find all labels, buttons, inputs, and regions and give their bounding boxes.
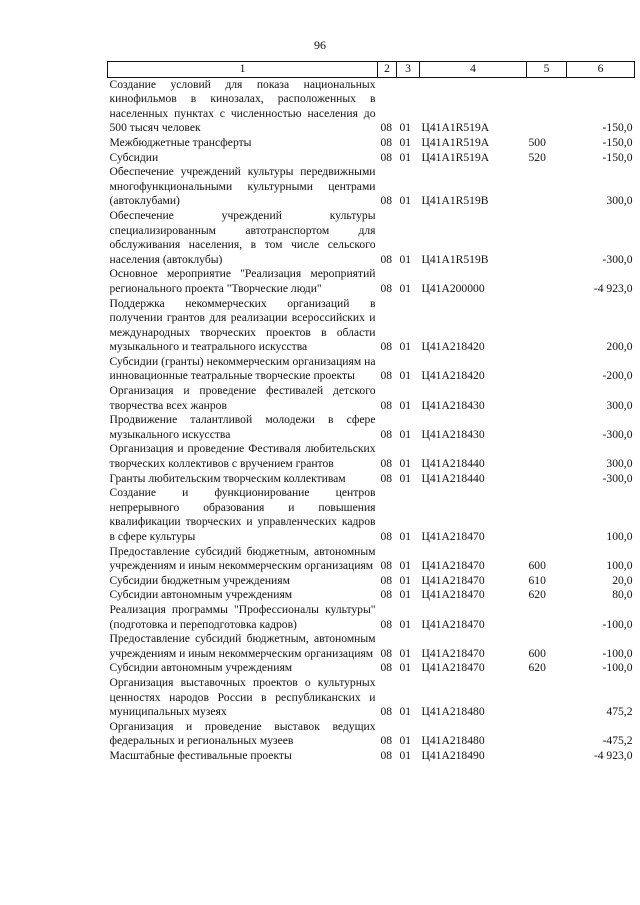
table-cell: 610 bbox=[528, 573, 546, 587]
table-cell: 520 bbox=[528, 150, 546, 164]
table-cell: Субсидии автономным учреждениям bbox=[109, 661, 293, 675]
table-cell: -475,2 bbox=[602, 734, 633, 748]
table-cell bbox=[527, 267, 567, 296]
table-cell: 01 bbox=[399, 340, 412, 354]
table-cell: Организация выставочных проектов о культурных ценностях народов России в республиканских и муниципальных музеях bbox=[109, 675, 376, 719]
table-cell: Ц41А218470 bbox=[421, 617, 485, 631]
table-cell: 01 bbox=[399, 559, 412, 573]
table-row bbox=[108, 545, 635, 574]
table-row bbox=[108, 588, 635, 603]
table-cell: Ц41А200000 bbox=[421, 281, 485, 295]
table-cell bbox=[527, 486, 567, 544]
table-cell: 08 bbox=[380, 530, 393, 543]
table-cell: -150,0 bbox=[602, 150, 633, 164]
table-cell: 475,2 bbox=[606, 705, 633, 719]
table-cell: 01 bbox=[399, 588, 412, 602]
table-cell: -150,0 bbox=[602, 135, 633, 149]
table-cell: 300,0 bbox=[606, 194, 633, 208]
table-cell: Гранты любительским творческим коллективам bbox=[109, 471, 346, 485]
table-cell: 300,0 bbox=[606, 457, 633, 471]
table-cell: Реализация программы "Профессионалы культуры" (подготовка и переподготовка кадров) bbox=[109, 602, 376, 631]
table-cell bbox=[527, 472, 567, 487]
table-cell: 01 bbox=[399, 281, 412, 295]
table-cell: Ц41А218430 bbox=[421, 398, 485, 412]
table-cell bbox=[527, 603, 567, 632]
table-row bbox=[108, 267, 635, 296]
table-row bbox=[108, 603, 635, 632]
table-cell: Ц41А218420 bbox=[421, 340, 485, 354]
table-cell: Поддержка некоммерческих организаций в получении грантов для реализации всероссийских и международных творческих проектов в области музыкального и театрального искусства bbox=[109, 296, 376, 354]
table-cell: Ц41А218440 bbox=[421, 471, 485, 485]
table-row bbox=[108, 749, 635, 764]
table-cell: 300,0 bbox=[606, 398, 633, 412]
table-row bbox=[108, 209, 635, 267]
table-cell: Обеспечение учреждений культуры передвижными многофункциональными культурными центрами (автоклубами) bbox=[109, 165, 376, 208]
table-row bbox=[108, 661, 635, 676]
table-cell: 01 bbox=[399, 427, 412, 441]
table-cell: Субсидии bbox=[109, 150, 159, 164]
table-cell: 01 bbox=[399, 734, 412, 748]
table-row bbox=[108, 77, 635, 136]
table-row bbox=[108, 472, 635, 487]
table-cell: Субсидии (гранты) некоммерческим организациям на инновационные театральные творческие проекты bbox=[109, 354, 376, 383]
table-cell: -100,0 bbox=[602, 646, 633, 660]
table-cell bbox=[527, 442, 567, 471]
table-cell: 01 bbox=[399, 617, 412, 631]
table-cell: 01 bbox=[399, 150, 412, 164]
table-cell: 100,0 bbox=[606, 530, 633, 543]
table-cell: Ц41А218480 bbox=[421, 734, 485, 748]
table-cell: Ц41А218470 bbox=[421, 559, 485, 573]
table-cell bbox=[527, 720, 567, 749]
table-cell: 01 bbox=[399, 252, 412, 266]
table-cell: Ц41А218430 bbox=[421, 427, 485, 441]
table-cell: Создание условий для показа национальных кинофильмов в кинозалах, расположенных в населенных пунктах с численностью населения до 500 тысяч человек bbox=[109, 77, 376, 135]
table-cell: Ц41А218420 bbox=[421, 369, 485, 383]
table-cell: 01 bbox=[399, 471, 412, 485]
table-cell: Ц41А218470 bbox=[421, 661, 485, 675]
table-cell: Основное мероприятие "Реализация мероприятий регионального проекта "Творческие люди" bbox=[109, 267, 376, 295]
page-number: 96 bbox=[314, 38, 326, 52]
table-row bbox=[108, 486, 635, 544]
table-cell bbox=[527, 384, 567, 413]
header-cell: 4 bbox=[420, 62, 527, 78]
table-cell: -300,0 bbox=[602, 252, 633, 266]
table-cell: 01 bbox=[399, 748, 412, 762]
header-cell: 2 bbox=[378, 62, 397, 78]
table-cell: -4 923,0 bbox=[593, 281, 633, 295]
table-cell: 08 bbox=[380, 194, 393, 208]
table-header bbox=[108, 62, 635, 78]
table-cell: 08 bbox=[380, 281, 393, 295]
table-cell: -100,0 bbox=[602, 661, 633, 675]
table-cell: Обеспечение учреждений культуры специализированным автотранспортом для обслуживания населения, в том числе сельского населения (автоклубы) bbox=[109, 208, 376, 266]
table-cell: -200,0 bbox=[602, 369, 633, 383]
table-cell: 01 bbox=[399, 646, 412, 660]
table-cell bbox=[527, 165, 567, 209]
table-cell: 08 bbox=[380, 121, 393, 135]
table-cell: Организация и проведение фестивалей детского творчества всех жанров bbox=[109, 384, 376, 412]
table-cell: 08 bbox=[380, 588, 393, 602]
table-row bbox=[108, 165, 635, 209]
table-cell: 08 bbox=[380, 150, 393, 164]
table-cell: 01 bbox=[399, 135, 412, 149]
table-cell: 08 bbox=[380, 340, 393, 354]
table-cell bbox=[527, 413, 567, 442]
table-row bbox=[108, 632, 635, 661]
table-cell: Ц41А218490 bbox=[421, 748, 485, 762]
table-cell: 620 bbox=[528, 661, 546, 675]
table-cell bbox=[527, 77, 567, 136]
table-row bbox=[108, 151, 635, 166]
table-row bbox=[108, 413, 635, 442]
table-cell: -100,0 bbox=[602, 617, 633, 631]
table-cell: 01 bbox=[399, 194, 412, 208]
table-row bbox=[108, 297, 635, 355]
table-cell: 01 bbox=[399, 369, 412, 383]
table-cell: Создание и функционирование центров непрерывного образования и повышения квалификации творческих и управленческих кадров в сфере культуры bbox=[109, 486, 376, 543]
table-cell: Ц41А1R519А bbox=[421, 121, 490, 135]
table-cell bbox=[527, 355, 567, 384]
table-cell: 08 bbox=[380, 748, 393, 762]
table-cell: Субсидии автономным учреждениям bbox=[109, 588, 293, 602]
table-cell: 620 bbox=[528, 588, 546, 602]
table-cell: 20,0 bbox=[612, 573, 633, 587]
table-cell: 08 bbox=[380, 369, 393, 383]
table-row bbox=[108, 720, 635, 749]
table-cell: -300,0 bbox=[602, 471, 633, 485]
table-cell: 01 bbox=[399, 573, 412, 587]
table-cell: -150,0 bbox=[602, 121, 633, 135]
table-cell: -4 923,0 bbox=[593, 748, 633, 762]
header-cell: 1 bbox=[108, 62, 378, 78]
table-cell: Ц41А218480 bbox=[421, 705, 485, 719]
table-cell: 08 bbox=[380, 427, 393, 441]
table-cell: 08 bbox=[380, 457, 393, 471]
table-cell: Ц41А218470 bbox=[421, 646, 485, 660]
table-cell: 08 bbox=[380, 471, 393, 485]
table-row bbox=[108, 355, 635, 384]
table-cell: 01 bbox=[399, 457, 412, 471]
table-cell: 01 bbox=[399, 398, 412, 412]
table-cell bbox=[527, 749, 567, 764]
table-cell: 08 bbox=[380, 646, 393, 660]
table-cell: Масштабные фестивальные проекты bbox=[109, 748, 292, 762]
table-cell: Ц41А1R519В bbox=[421, 252, 489, 266]
table-row bbox=[108, 574, 635, 589]
table-cell: Ц41А1R519А bbox=[421, 150, 490, 164]
table-cell: Ц41А218440 bbox=[421, 457, 485, 471]
table-cell: 01 bbox=[399, 530, 412, 543]
table-cell: 08 bbox=[380, 559, 393, 573]
table-cell: Межбюджетные трансферты bbox=[109, 135, 252, 149]
table-cell: 08 bbox=[380, 398, 393, 412]
table-cell: 80,0 bbox=[612, 588, 633, 602]
table-cell: 100,0 bbox=[606, 559, 633, 573]
table-cell: 08 bbox=[380, 705, 393, 719]
header-cell: 5 bbox=[527, 62, 567, 78]
table-cell: Продвижение талантливой молодежи в сфере музыкального искусства bbox=[109, 413, 376, 441]
table-cell: 600 bbox=[528, 646, 546, 660]
table-cell bbox=[527, 297, 567, 355]
header-cell: 3 bbox=[397, 62, 420, 78]
header-cell: 6 bbox=[567, 62, 635, 78]
table-cell: 01 bbox=[399, 705, 412, 719]
table-cell: Ц41А218470 bbox=[421, 588, 485, 602]
table-row bbox=[108, 384, 635, 413]
table-cell: -300,0 bbox=[602, 427, 633, 441]
table-cell: Предоставление субсидий бюджетным, автономным учреждениям и иным некоммерческим организациям bbox=[109, 632, 376, 660]
table-cell bbox=[527, 209, 567, 267]
table-cell: Ц41А1R519А bbox=[421, 135, 490, 149]
table-cell: Субсидии бюджетным учреждениям bbox=[109, 573, 290, 587]
table-cell: 01 bbox=[399, 121, 412, 135]
table-cell: Организация и проведение Фестиваля любительских творческих коллективов с вручением грантов bbox=[109, 442, 376, 471]
table-cell: 08 bbox=[380, 573, 393, 587]
table-cell: 08 bbox=[380, 734, 393, 748]
table-cell: Предоставление субсидий бюджетным, автономным учреждениям и иным некоммерческим организациям bbox=[109, 544, 376, 573]
table-row bbox=[108, 442, 635, 471]
budget-table bbox=[107, 61, 635, 764]
table-cell: Организация и проведение выставок ведущих федеральных и региональных музеев bbox=[109, 719, 376, 748]
table-cell: 08 bbox=[380, 661, 393, 675]
table-cell: Ц41А1R519В bbox=[421, 194, 489, 208]
table-cell: 08 bbox=[380, 135, 393, 149]
table-cell: 01 bbox=[399, 661, 412, 675]
table-cell: Ц41А218470 bbox=[421, 573, 485, 587]
table-cell bbox=[527, 676, 567, 720]
table-cell: 500 bbox=[528, 135, 546, 149]
table-cell: 200,0 bbox=[606, 340, 633, 354]
table-row bbox=[108, 676, 635, 720]
table-cell: 600 bbox=[528, 559, 546, 573]
table-cell: 08 bbox=[380, 617, 393, 631]
table-cell: Ц41А218470 bbox=[421, 530, 485, 543]
table-row bbox=[108, 136, 635, 151]
table-cell: 08 bbox=[380, 252, 393, 266]
